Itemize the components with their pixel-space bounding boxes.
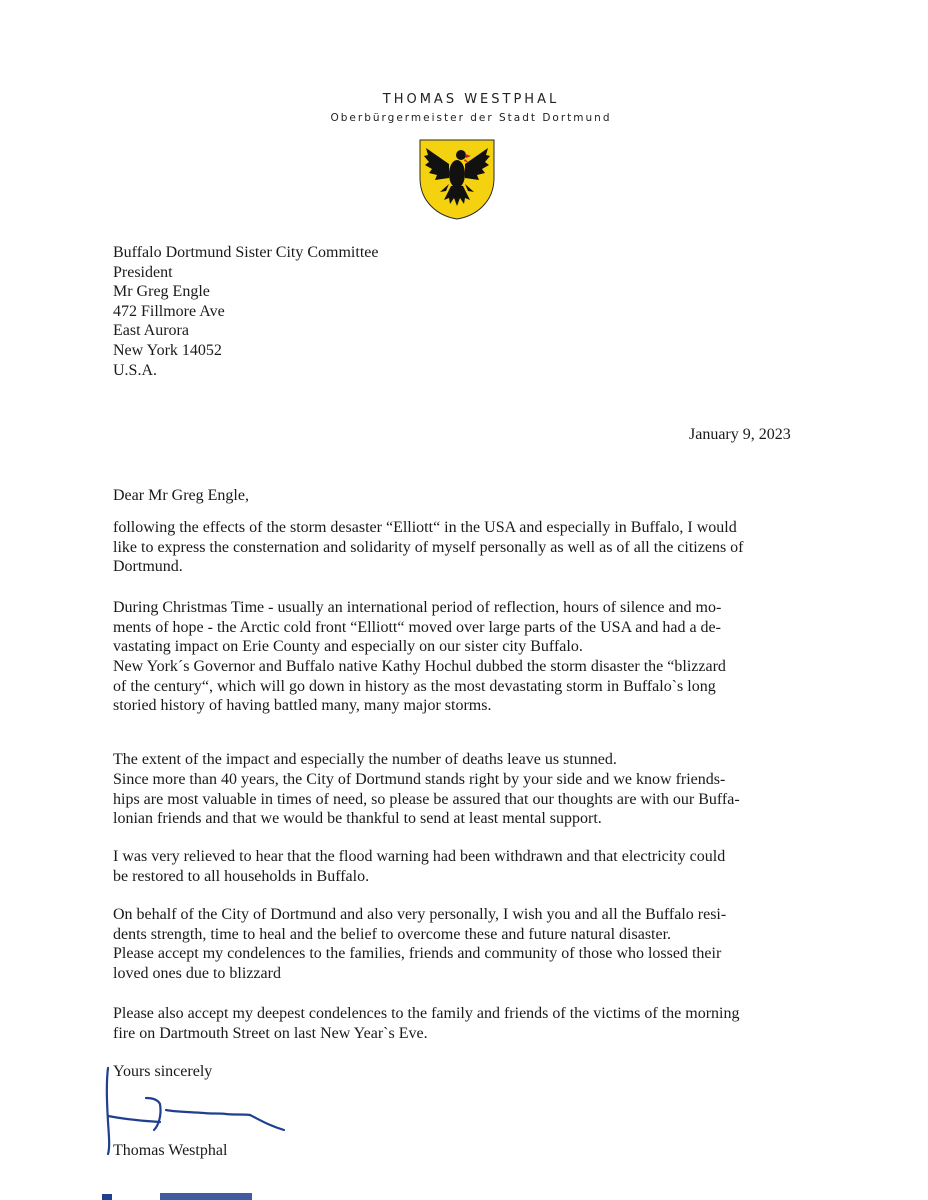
address-line: New York 14052 — [113, 341, 222, 359]
address-line: 472 Fillmore Ave — [113, 302, 225, 320]
body-line: The extent of the impact and especially the number of deaths leave us stunned. — [113, 751, 617, 768]
letter-date: January 9, 2023 — [689, 426, 791, 443]
body-paragraph — [113, 905, 813, 944]
body-paragraph — [113, 518, 813, 577]
address-line: East Aurora — [113, 322, 189, 340]
body-line: like to express the consternation and solidarity of myself personally as well as of all the citizens of — [113, 538, 744, 556]
body-line: vastating impact on Erie County and especially on our sister city Buffalo. — [113, 638, 583, 656]
body-paragraph — [113, 1004, 813, 1043]
address-line: President — [113, 263, 173, 281]
body-line: be restored to all households in Buffalo. — [113, 867, 370, 885]
body-line: New York´s Governor and Buffalo native Kathy Hochul dubbed the storm disaster the “blizzard — [113, 658, 726, 675]
address-line: Buffalo Dortmund Sister City Committee — [113, 244, 379, 261]
closing: Yours sincerely — [113, 1063, 213, 1080]
body-line: On behalf of the City of Dortmund and also very personally, I wish you and all the Buffalo resi- — [113, 906, 727, 923]
letterhead — [0, 92, 928, 124]
body-line: Since more than 40 years, the City of Dortmund stands right by your side and we know friends- — [113, 771, 726, 788]
body-line: Please also accept my deepest condelences to the family and friends of the victims of the morning — [113, 1005, 740, 1022]
signer-name: Thomas Westphal — [113, 1142, 228, 1159]
body-paragraph — [113, 944, 813, 983]
body-line: Dortmund. — [113, 558, 183, 576]
body-line: ments of hope - the Arctic cold front “Elliott“ moved over large parts of the USA and had a de- — [113, 618, 721, 636]
recipient-address — [113, 243, 378, 380]
body-paragraph — [113, 750, 813, 770]
body-line: fire on Dartmouth Street on last New Year`s Eve. — [113, 1024, 428, 1042]
body-line: of the century“, which will go down in history as the most devastating storm in Buffalo`s long — [113, 677, 716, 695]
body-line: Please accept my condelences to the families, friends and community of those who lossed their — [113, 945, 722, 962]
body-line: loved ones due to blizzard — [113, 964, 281, 982]
body-line: dents strength, time to heal and the belief to overcome these and future natural disaster. — [113, 925, 672, 943]
body-paragraph — [113, 847, 813, 886]
body-paragraph — [113, 657, 813, 716]
body-paragraph — [113, 770, 813, 829]
body-line: lonian friends and that we would be thankful to send at least mental support. — [113, 810, 602, 828]
sender-title: Oberbürgermeister der Stadt Dortmund — [330, 112, 612, 124]
address-line: U.S.A. — [113, 361, 158, 379]
sender-name: THOMAS WESTPHAL — [382, 92, 560, 107]
dortmund-eagle-crest-icon — [416, 138, 498, 220]
footer-edge-marks — [100, 1190, 260, 1200]
body-line: following the effects of the storm desaster “Elliott“ in the USA and especially in Buffalo, I would — [113, 519, 737, 536]
address-line: Mr Greg Engle — [113, 283, 210, 301]
body-line: storied history of having battled many, many major storms. — [113, 697, 492, 715]
body-line: hips are most valuable in times of need, so please be assured that our thoughts are with our Buffa- — [113, 790, 740, 808]
body-line: I was very relieved to hear that the flood warning had been withdrawn and that electricity could — [113, 848, 726, 865]
body-paragraph — [113, 598, 813, 657]
body-line: During Christmas Time - usually an international period of reflection, hours of silence and mo- — [113, 599, 722, 616]
salutation: Dear Mr Greg Engle, — [113, 487, 249, 504]
